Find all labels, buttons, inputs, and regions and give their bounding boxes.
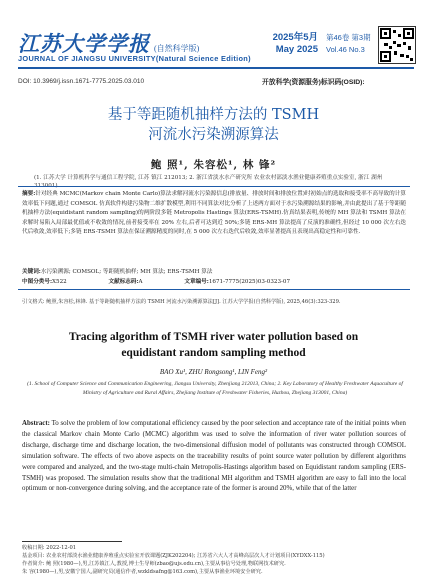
footnote-author-2: 朱 容(1980—),男,安徽宁国人,副研究员(通信作者,wzkldsafng@163.com),主要从事渔业环境安全研究. xyxy=(22,569,263,575)
footnote-received: 收稿日期: 2022-12-01 xyxy=(22,545,77,551)
footnotes xyxy=(22,544,414,576)
issue-volume-cn: 第46卷 第3期 xyxy=(326,33,371,42)
issue-date-en: May 2025 xyxy=(275,44,318,55)
title-cn-line-1: 基于等距随机抽样方法的 TSMH xyxy=(107,107,320,123)
affiliation-en: (1. School of Computer Science and Communication Engineering, Jiangsu University, Zhenjiang 212013, China; 2. Key Laboratory of Healthy Freshwater Aquaculture of Ministry of Agriculture and Rural Affairs, Zhejiang Institute of Freshwater Fisheries, Huzhou, Zhejiang 313001, China) xyxy=(27,381,403,396)
footnote-funding: 基金项目: 农业农村部淡水渔业健康养殖重点实验室开放课题(ZJK202204); 江苏省六大人才高峰高层次人才计划项目(XYDXX-115) xyxy=(22,553,325,559)
journal-name-cn: 江苏大学学报 xyxy=(18,32,150,56)
keywords-cn xyxy=(22,268,406,278)
affiliation-cn: (1. 江苏大学 计算机科学与通信工程学院, 江苏 镇江 212013; 2. 浙江省淡水水产研究所 农业农村部淡水渔业健康养殖重点实验室, 浙江 湖州 313001) xyxy=(34,175,383,189)
issue-volume xyxy=(326,32,371,56)
title-en-line-2: equidistant random sampling method xyxy=(121,347,306,359)
article-no-value: 1671-7775(2025)03-0323-07 xyxy=(208,279,291,285)
abstract-cn-text: 针对经典 MCMC(Markov chain Monte Carlo)算法求解河流水污染源信息(排放量、排放时间和排放位置)时初始点的选取和接受率不高导致的计算效率低下问题,通过 COMSOL 仿真软件构建污染物二维扩散模型,利用不同算法对比分析了上述两方面对于水污染溯源结果的影响,并由此提出了基于等距随机抽样方法(equidistant random sampling)的两阶段多链 Metropolis Hastings 算法(ERS-TSMH).仿真结果表明,传统的 MH 算法和 TSMH 算法在求解时易陷入局部最优值或不收敛的情况,前者接受率在 20% 左右,后者可达到近 50%;多链 ERS-MH 算法提高了反演的准确性,但经过 10 000 次左右迭代后收敛,效率低下;多链 ERS-TSMH 算法在保证溯源精度的同时,在 5 000 次左右迭代后收敛,效率显著提高且表现出高稳定性和可靠性. xyxy=(22,191,406,236)
abstract-en-text: To solve the problem of low computational efficiency caused by the poor selection and acceptance rate of the initial points when the classical Markov chain Monte Carlo (MCMC) algorithm was used to solve the information of river water pollution sources of discharge, discharge time and discharge location, the two-dimensional diffusion model of pollutants was constructed through COMSOL simulation software. The effects of two above aspects on the traceability results of point source water pollution by different algorithms were compared and analyzed, and the two-stage multi-chain Metropolis-Hastings algorithm based on Equidistant random sampling (ERS-TSMH) was proposed. The simulation results show that the traditional MH algorithm and TSMH algorithm are easy to fall into the local optimum or non-convergence during solving, and the acceptance rate of the former is around 20%, while that of the latter xyxy=(22,420,406,493)
open-access-id: 开放科学(资源服务)标识码(OSID): xyxy=(262,79,365,86)
journal-title-en: JOURNAL OF JIANGSU UNIVERSITY(Natural Science Edition) xyxy=(18,54,251,63)
title-en-line-1: Tracing algorithm of TSMH river water pollution based on xyxy=(68,331,359,343)
issue-date xyxy=(262,32,318,56)
doc-code-label: 文献标志码: xyxy=(108,279,139,285)
header-rule xyxy=(18,67,414,69)
classification-row xyxy=(22,278,406,288)
abstract-cn-label: 摘要: xyxy=(22,191,36,197)
authors-cn: 鲍 照¹, 朱容松¹, 林 锋² xyxy=(150,159,277,171)
keywords-cn-label: 关键词: xyxy=(22,269,41,275)
footnote-rule xyxy=(22,541,122,542)
doc-code-value: A xyxy=(138,279,143,285)
footnote-author-1: 作者简介: 鲍 照(1980—),男,江苏镇江人,教授,博士生导师(zbao@ujs.edu.cn),主要从事信号处理,物联网技术研究. xyxy=(22,561,286,567)
abstract-cn xyxy=(22,190,406,238)
journal-subtitle-cn: (自然科学版) xyxy=(154,44,200,53)
clc-label: 中图分类号: xyxy=(22,279,53,285)
qr-code-icon xyxy=(378,26,416,64)
abstract-en xyxy=(22,419,406,495)
title-cn-line-2: 河流水污染溯源算法 xyxy=(148,127,279,143)
keywords-cn-text: 水污染溯源; COMSOL; 等距随机抽样; MH 算法; ERS-TSMH 算法 xyxy=(40,269,213,275)
article-no-label: 文章编号: xyxy=(184,279,209,285)
clc-value: X522 xyxy=(52,279,67,285)
doi: DOI: 10.3969/j.issn.1671-7775.2025.03.010 xyxy=(18,78,145,85)
citation-cn: 引文格式: 鲍照,朱容松,林锋. 基于等距随机抽样方法的 TSMH 河流水污染溯源算法[J]. 江苏大学学报(自然科学版), 2025,46(3):323-329. xyxy=(22,299,341,305)
authors-en: BAO Xu¹, ZHU Rongsong¹, LIN Feng² xyxy=(159,368,268,376)
issue-volume-en: Vol.46 No.3 xyxy=(326,45,365,54)
issue-date-cn: 2025年5月 xyxy=(272,32,318,43)
abstract-en-label: Abstract: xyxy=(22,420,50,427)
